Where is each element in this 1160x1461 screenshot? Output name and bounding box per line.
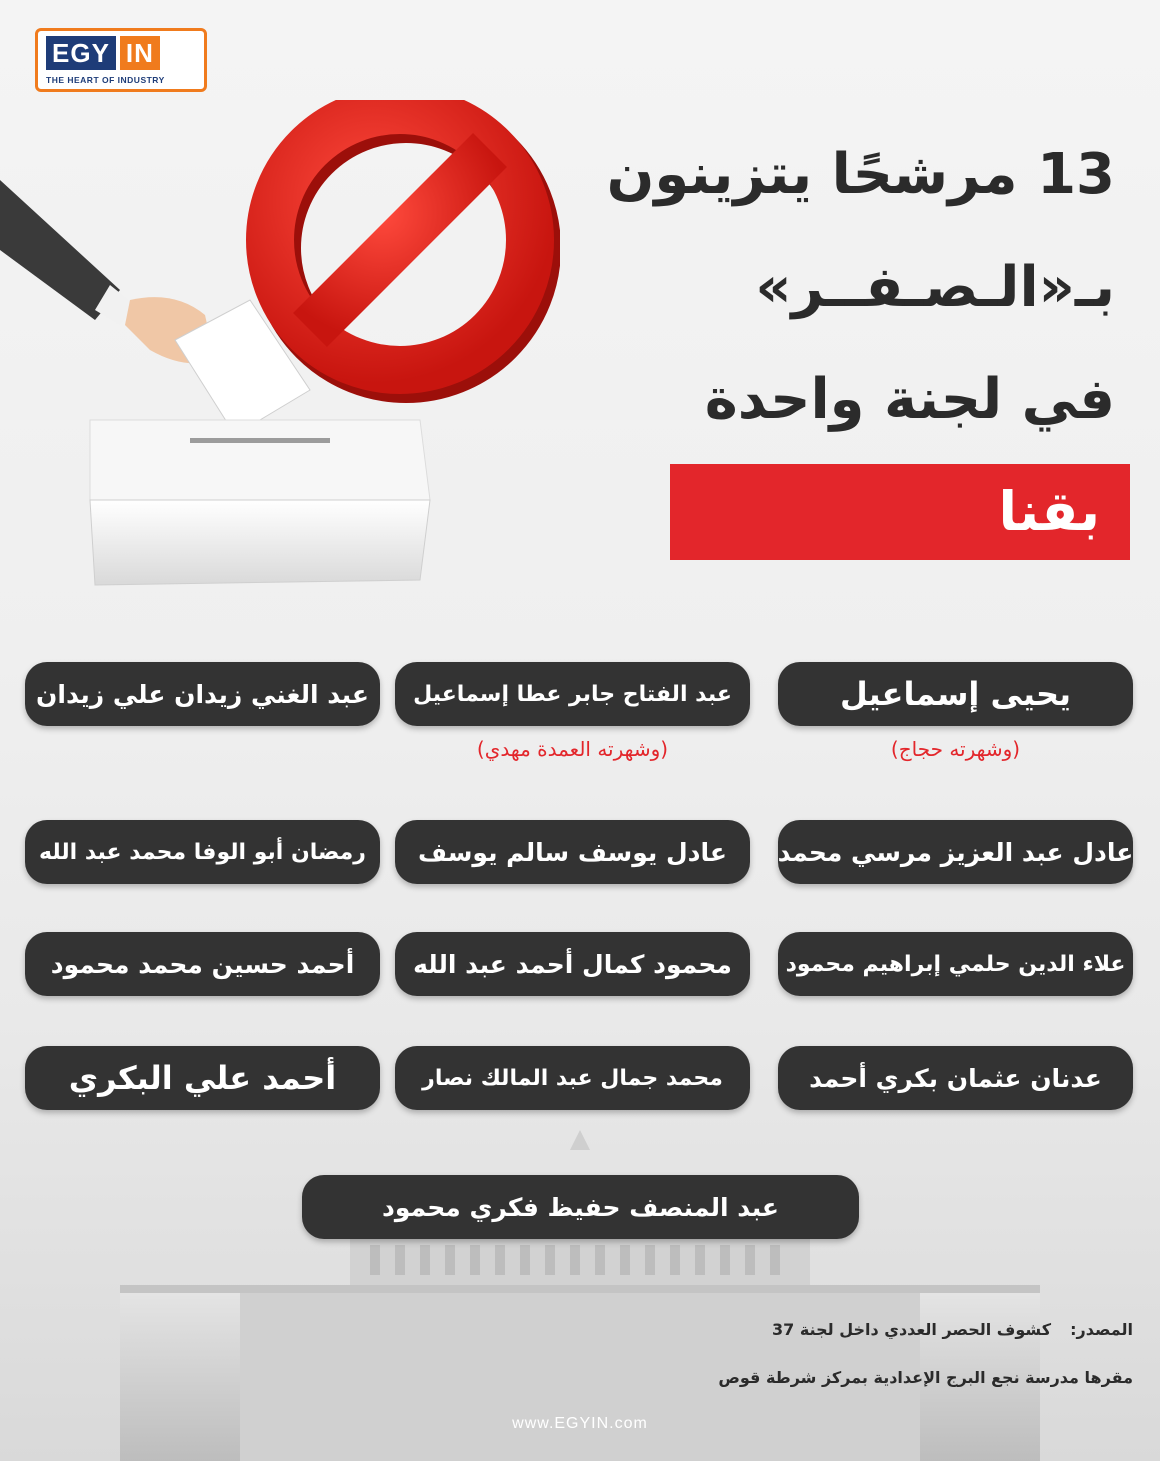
source-line-1 [772,1320,1133,1339]
source-text-1: كشوف الحصر العددي داخل لجنة 37 [772,1320,1051,1339]
candidate-2-nickname: (وشهرته العمدة مهدي) [476,737,669,761]
headline-line-1: 13 مرشحًا يتزينون [606,142,1115,207]
candidate-9: أحمد حسين محمد محمود [25,932,380,996]
candidate-1: يحيى إسماعيل [778,662,1133,726]
candidate-11: محمد جمال عبد المالك نصار [395,1046,750,1110]
prohibited-sign-icon [270,110,536,378]
ballot-prohibited-illustration [0,100,560,600]
source-label: المصدر: [1070,1320,1133,1339]
logo-brand-right: IN [120,36,160,70]
ballot-box-icon [90,420,430,585]
candidate-4: عادل عبد العزيز مرسي محمد [778,820,1133,884]
logo-tagline: THE HEART OF INDUSTRY [46,75,165,85]
candidate-6: رمضان أبو الوفا محمد عبد الله [25,820,380,884]
source-text-2: مقرها مدرسة نجع البرج الإعدادية بمركز شرطة قوص [718,1368,1133,1387]
parliament-building-illustration [120,1110,1040,1461]
candidate-12: أحمد علي البكري [25,1046,380,1110]
candidate-1-nickname: (وشهرته حجاج) [890,737,1021,761]
candidate-7: علاء الدين حلمي إبراهيم محمود [778,932,1133,996]
candidate-8: محمود كمال أحمد عبد الله [395,932,750,996]
logo-brand-left: EGY [46,36,116,70]
city-banner [670,464,1130,560]
headline-line-3: في لجنة واحدة [704,367,1115,432]
candidate-2: عبد الفتاح جابر عطا إسماعيل [395,662,750,726]
candidate-10: عدنان عثمان بكري أحمد [778,1046,1133,1110]
city-name: بقنا [998,480,1100,543]
candidate-3: عبد الغني زيدان علي زيدان [25,662,380,726]
candidate-13: عبد المنصف حفيظ فكري محمود [302,1175,859,1239]
headline-line-2: بـ«الـصـفــر» [755,255,1115,320]
website-url: www.EGYIN.com [512,1415,648,1432]
candidate-5: عادل يوسف سالم يوسف [395,820,750,884]
egyin-logo [35,28,207,92]
